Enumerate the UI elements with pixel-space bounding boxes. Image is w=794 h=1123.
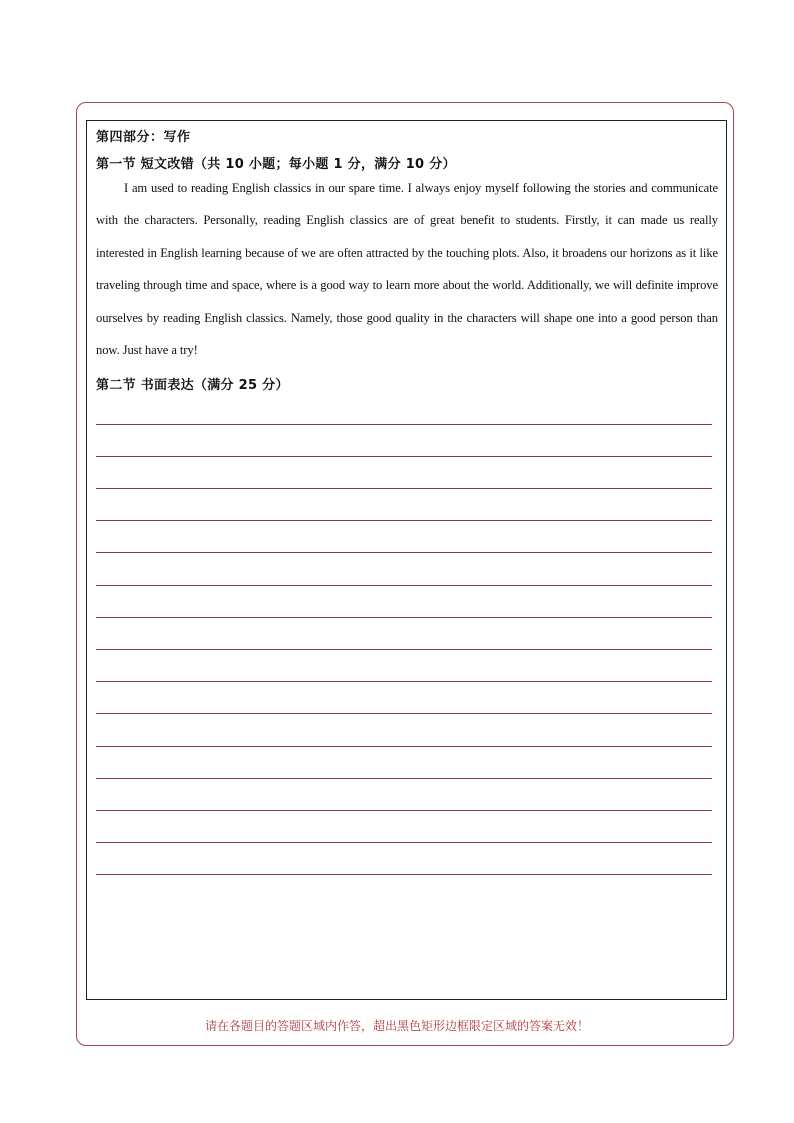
- writing-line: [96, 681, 712, 682]
- writing-line: [96, 810, 712, 811]
- part-title: 第四部分：写作: [96, 130, 191, 145]
- writing-line: [96, 520, 712, 521]
- writing-line: [96, 842, 712, 843]
- writing-line: [96, 552, 712, 553]
- writing-area[interactable]: [96, 0, 712, 1123]
- section1-title: 第一节 短文改错（共 10 小题；每小题 1 分，满分 10 分）: [96, 157, 456, 172]
- section2-title: 第二节 书面表达（满分 25 分）: [96, 378, 289, 393]
- writing-line: [96, 488, 712, 489]
- writing-line: [96, 585, 712, 586]
- writing-line: [96, 617, 712, 618]
- writing-line: [96, 424, 712, 425]
- writing-line: [96, 456, 712, 457]
- error-correction-passage: I am used to reading English classics in our spare time. I always enjoy myself following the stories and communicate with the characters. Personally, reading English classics are of great benefit to students. Firstly, it can made us really interested in English learning because of we are often attracted by the touching plots. Also, it broadens our horizons as it like traveling through time and space, where is a good way to learn more about the world. Additionally, we will definite improve ourselves by reading English classics. Namely, those good quality in the characters will shape one into a good person than now. Just have a try!: [96, 181, 718, 358]
- answer-area-notice: 请在各题目的答题区域内作答，超出黑色矩形边框限定区域的答案无效！: [204, 1019, 589, 1033]
- writing-line: [96, 778, 712, 779]
- writing-line: [96, 713, 712, 714]
- writing-line: [96, 874, 712, 875]
- writing-line: [96, 649, 712, 650]
- writing-line: [96, 746, 712, 747]
